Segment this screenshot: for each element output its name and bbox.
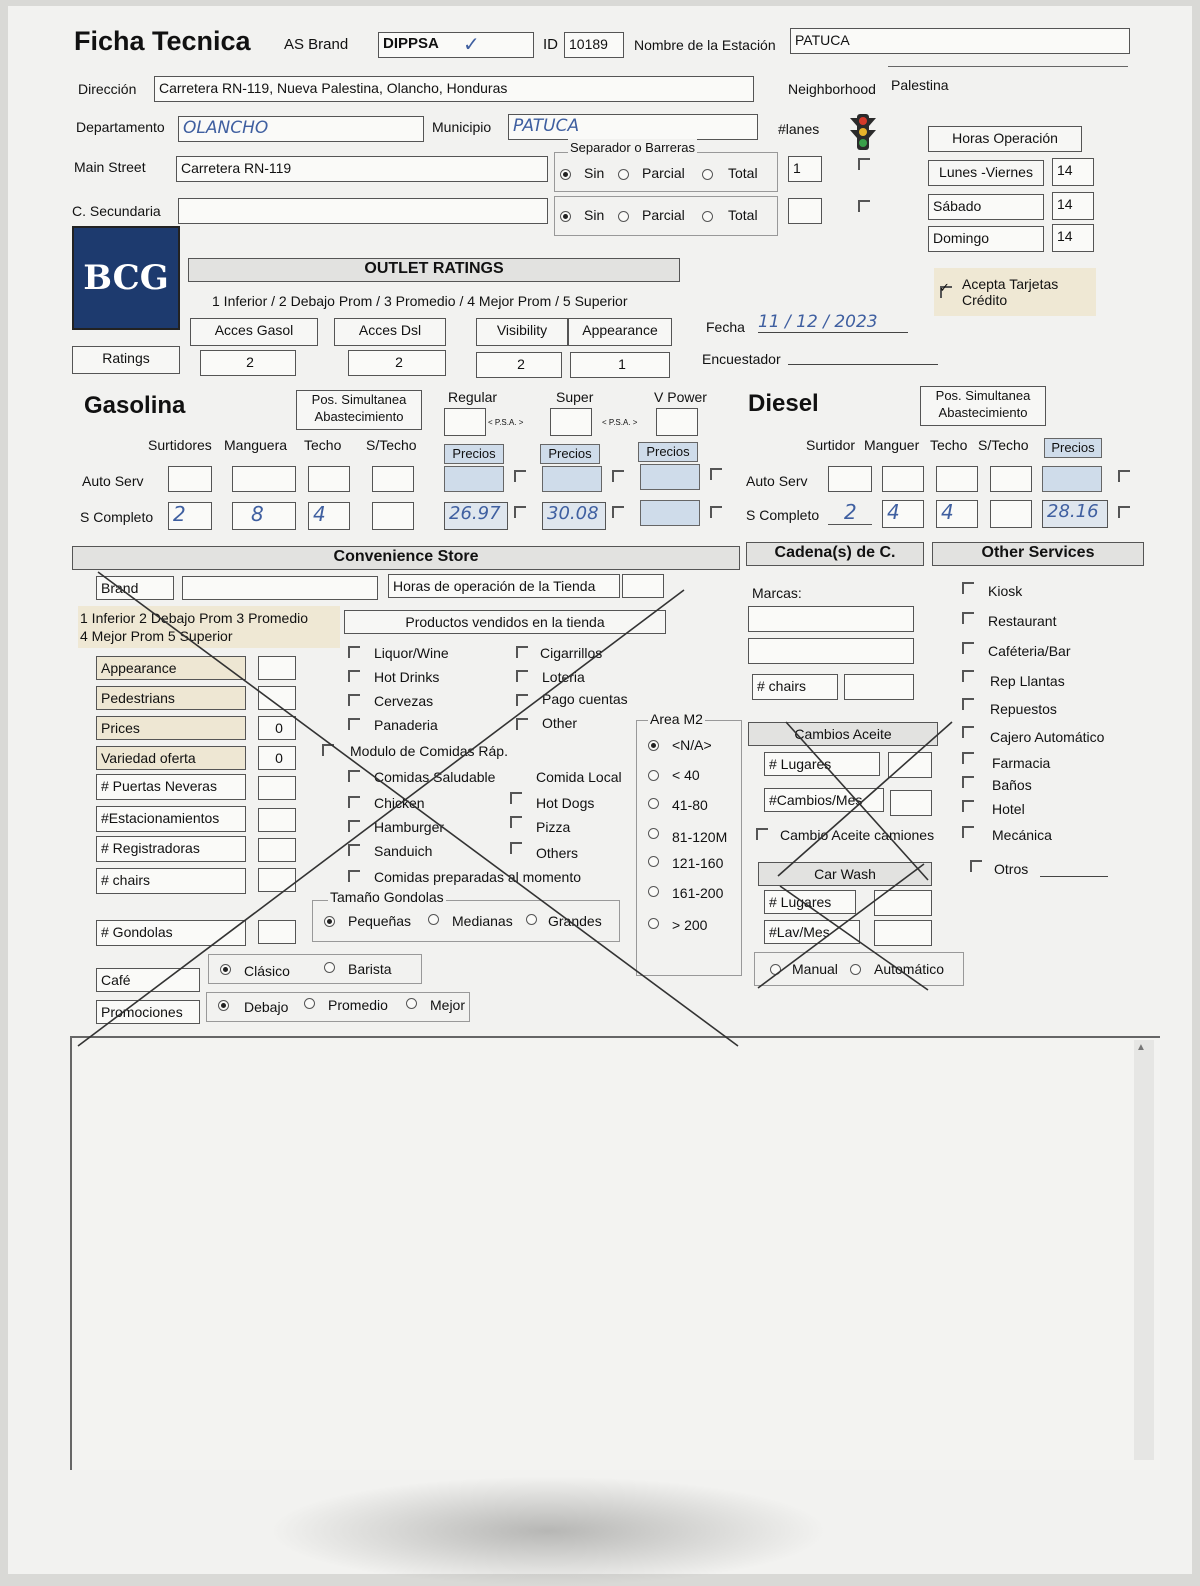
gas-sc-precio-vpower[interactable] xyxy=(640,500,700,526)
other-product-checkbox[interactable] xyxy=(516,718,528,730)
diesel-s-completo-label: S Completo xyxy=(746,507,820,523)
ca-cambios-mes-field[interactable] xyxy=(890,790,932,816)
total-label-sec: Total xyxy=(728,207,758,223)
sabado-label: Sábado xyxy=(928,194,1044,220)
medianas-label: Medianas xyxy=(452,913,513,929)
regular-label: Regular xyxy=(448,389,498,405)
restaurant-label: Restaurant xyxy=(988,613,1057,629)
sin-radio-main[interactable] xyxy=(560,169,571,180)
area-radio-3[interactable] xyxy=(648,828,659,839)
cs-prices-label: Prices xyxy=(96,716,246,740)
cs-gondolas-field[interactable] xyxy=(258,920,296,944)
cs-brand-label: Brand xyxy=(96,576,174,600)
automatico-label: Automático xyxy=(874,961,945,977)
ca-lugares-field[interactable] xyxy=(888,752,932,778)
marcas-field-2[interactable] xyxy=(748,638,914,664)
neighborhood-label: Neighborhood xyxy=(788,81,876,97)
liquor-label: Liquor/Wine xyxy=(374,645,449,661)
cs-estacionamientos-label: #Estacionamientos xyxy=(96,806,246,832)
area-radio-0[interactable] xyxy=(648,740,659,751)
form-sheet xyxy=(8,6,1192,1574)
visibility-label: Visibility xyxy=(476,318,568,346)
c-secundaria-field[interactable] xyxy=(178,198,548,224)
mecanica-label: Mecánica xyxy=(992,827,1052,843)
departamento-label: Departamento xyxy=(76,119,165,135)
diesel-sc-manguer[interactable]: 4 xyxy=(882,500,924,528)
banos-checkbox[interactable] xyxy=(962,776,974,788)
diesel-as-stecho[interactable] xyxy=(990,466,1032,492)
farmacia-checkbox[interactable] xyxy=(962,752,974,764)
modulo-label: Modulo de Comidas Ráp. xyxy=(350,743,508,759)
area-radio-5[interactable] xyxy=(648,886,659,897)
domingo-field[interactable]: 14 xyxy=(1052,224,1094,252)
medianas-radio[interactable] xyxy=(428,914,439,925)
diesel-as-surtidor[interactable] xyxy=(828,466,872,492)
gas-sc-manguera[interactable]: 8 xyxy=(232,502,296,530)
gas-sc-precio-regular[interactable]: 26.97 xyxy=(444,502,508,530)
acces-dsl-value[interactable]: 2 xyxy=(348,350,446,376)
kiosk-checkbox[interactable] xyxy=(962,582,974,594)
cambio-camiones-checkbox[interactable] xyxy=(756,828,768,840)
hot-drinks-checkbox[interactable] xyxy=(348,670,360,682)
diesel-col-surtidor: Surtidor xyxy=(806,437,856,453)
cadena-chairs-field[interactable] xyxy=(844,674,914,700)
other-product-label: Other xyxy=(542,715,578,731)
area-option-1: < 40 xyxy=(672,767,700,783)
barista-radio[interactable] xyxy=(324,962,335,973)
col-manguera: Manguera xyxy=(224,437,288,453)
sin-label-sec: Sin xyxy=(584,207,605,223)
gas-sc-precio-super[interactable]: 30.08 xyxy=(542,502,606,530)
marcas-field-1[interactable] xyxy=(748,606,914,632)
total-label-main: Total xyxy=(728,165,758,181)
cs-chairs-label: # chairs xyxy=(96,868,246,894)
area-option-5: 161-200 xyxy=(672,885,724,901)
super-label: Super xyxy=(556,389,594,405)
gas-as-precio-super[interactable] xyxy=(542,466,602,492)
appearance-value[interactable]: 1 xyxy=(570,352,670,378)
cigarrillos-checkbox[interactable] xyxy=(516,646,528,658)
others-food-checkbox[interactable] xyxy=(510,842,522,854)
lav-mes-field[interactable] xyxy=(874,920,932,946)
restaurant-checkbox[interactable] xyxy=(962,612,974,624)
cs-horas-label: Horas de operación de la Tienda xyxy=(388,574,620,598)
vpower-label: V Power xyxy=(654,389,707,405)
comidas-saludable-label: Comidas Saludable xyxy=(374,769,496,785)
encuestador-label: Encuestador xyxy=(702,351,781,367)
promociones-label: Promociones xyxy=(96,1000,200,1024)
gas-as-stecho[interactable] xyxy=(372,466,414,492)
ca-cambios-mes-label: #Cambios/Mes xyxy=(764,788,884,812)
promedio-radio[interactable] xyxy=(304,998,315,1009)
clasico-label: Clásico xyxy=(244,963,290,979)
area-radio-6[interactable] xyxy=(648,918,659,929)
hot-dogs-checkbox[interactable] xyxy=(510,792,522,804)
convenience-store-title: Convenience Store xyxy=(72,546,740,570)
hot-drinks-label: Hot Drinks xyxy=(374,669,440,685)
gas-sc-check-regular[interactable] xyxy=(514,506,526,518)
cs-scale-line1: 1 Inferior 2 Debajo Prom 3 Promedio xyxy=(80,610,308,626)
lav-mes-label: #Lav/Mes xyxy=(764,920,860,944)
cadena-title: Cadena(s) de C. xyxy=(746,542,924,566)
vpower-pos-field[interactable] xyxy=(656,408,698,436)
cs-registradoras-field[interactable] xyxy=(258,838,296,862)
diesel-sc-stecho[interactable] xyxy=(990,500,1032,528)
scroll-up-icon[interactable]: ▲ xyxy=(1136,1042,1146,1053)
cajero-label: Cajero Automático xyxy=(990,729,1105,745)
super-pos-field[interactable] xyxy=(550,408,592,436)
lanes-sec-field[interactable] xyxy=(788,198,822,224)
productos-label: Productos vendidos en la tienda xyxy=(344,610,666,634)
farmacia-label: Farmacia xyxy=(992,755,1051,771)
lanes-sec-checkbox[interactable] xyxy=(858,200,870,212)
precios-super-label: Precios xyxy=(540,444,600,464)
cajero-checkbox[interactable] xyxy=(962,726,974,738)
acepta-tarjetas-label: Acepta Tarjetas Crédito xyxy=(962,276,1059,308)
comida-local-label: Comida Local xyxy=(536,769,622,785)
gas-sc-check-super[interactable] xyxy=(612,506,624,518)
cs-variedad-label: Variedad oferta xyxy=(96,746,246,770)
area-radio-2[interactable] xyxy=(648,798,659,809)
main-street-field[interactable]: Carretera RN-119 xyxy=(176,156,548,182)
gas-as-techo[interactable] xyxy=(308,466,350,492)
rep-llantas-label: Rep Llantas xyxy=(990,673,1065,689)
hot-dogs-label: Hot Dogs xyxy=(536,795,595,811)
gas-auto-serv-label: Auto Serv xyxy=(82,473,144,489)
diesel-sc-precio[interactable]: 28.16 xyxy=(1042,500,1108,528)
cs-pedestrians-field[interactable] xyxy=(258,686,296,710)
panaderia-label: Panaderia xyxy=(374,717,438,733)
municipio-label: Municipio xyxy=(432,119,492,135)
cigarrillos-label: Cigarrillos xyxy=(540,645,603,661)
acces-dsl-label: Acces Dsl xyxy=(334,318,446,346)
appearance-label: Appearance xyxy=(568,318,672,346)
manual-label: Manual xyxy=(792,961,838,977)
diesel-as-check[interactable] xyxy=(1118,470,1130,482)
area-title: Area M2 xyxy=(650,711,703,727)
comments-box[interactable] xyxy=(70,1036,1160,1470)
fecha-value[interactable]: 11 / 12 / 2023 xyxy=(758,312,908,333)
cs-puertas-field[interactable] xyxy=(258,776,296,800)
outlet-ratings-scale: 1 Inferior / 2 Debajo Prom / 3 Promedio / 4 Mejor Prom / 5 Superior xyxy=(212,293,628,309)
traffic-light-icon xyxy=(850,112,876,152)
total-radio-main[interactable] xyxy=(702,169,713,180)
fecha-label: Fecha xyxy=(706,319,745,335)
check-icon: ✓ xyxy=(939,280,950,295)
cs-registradoras-label: # Registradoras xyxy=(96,836,246,862)
diesel-as-precio[interactable] xyxy=(1042,466,1102,492)
col-techo: Techo xyxy=(304,437,342,453)
other-services-title: Other Services xyxy=(932,542,1144,566)
comidas-preparadas-label: Comidas preparadas al momento xyxy=(374,869,581,885)
main-street-label: Main Street xyxy=(74,159,146,175)
cafe-label: Café xyxy=(96,968,200,992)
check-mark: ✓ xyxy=(463,32,480,56)
comidas-saludable-checkbox[interactable] xyxy=(348,770,360,782)
hotel-label: Hotel xyxy=(992,801,1025,817)
neighborhood-value[interactable]: Palestina xyxy=(891,77,949,93)
lanes-label: #lanes xyxy=(778,121,820,137)
as-brand-field[interactable]: DIPPSA xyxy=(378,32,534,58)
sanduich-checkbox[interactable] xyxy=(348,844,360,856)
chicken-checkbox[interactable] xyxy=(348,796,360,808)
bottom-shadow xyxy=(268,1476,828,1586)
gas-as-check-super[interactable] xyxy=(612,470,624,482)
gas-as-check-vpower[interactable] xyxy=(710,468,722,480)
neighborhood-line xyxy=(888,66,1128,67)
encuestador-line xyxy=(788,364,938,365)
diesel-sc-techo[interactable]: 4 xyxy=(936,500,978,528)
lanes-main-field[interactable]: 1 xyxy=(788,156,822,182)
cs-scale-line2: 4 Mejor Prom 5 Superior xyxy=(80,628,233,644)
manual-radio[interactable] xyxy=(770,964,781,975)
diesel-sc-surtidor[interactable]: 2 xyxy=(844,500,857,524)
otros-label: Otros xyxy=(994,861,1029,877)
loteria-checkbox[interactable] xyxy=(516,670,528,682)
diesel-sc-check[interactable] xyxy=(1118,506,1130,518)
area-option-4: 121-160 xyxy=(672,855,724,871)
scrollbar[interactable] xyxy=(1134,1040,1154,1460)
gas-as-precio-regular[interactable] xyxy=(444,466,504,492)
marcas-label: Marcas: xyxy=(752,585,802,601)
grandes-label: Grandes xyxy=(548,913,602,929)
precios-vpower-label: Precios xyxy=(638,442,698,462)
parcial-radio-main[interactable] xyxy=(618,169,629,180)
gas-as-precio-vpower[interactable] xyxy=(640,464,700,490)
station-name-field[interactable]: PATUCA xyxy=(790,28,1130,54)
pizza-label: Pizza xyxy=(536,819,571,835)
direccion-field[interactable]: Carretera RN-119, Nueva Palestina, Olancho, Honduras xyxy=(154,76,754,102)
grandes-radio[interactable] xyxy=(526,914,537,925)
sin-label-main: Sin xyxy=(584,165,605,181)
outlet-ratings-title: OUTLET RATINGS xyxy=(188,258,680,282)
cs-horas-field[interactable] xyxy=(622,574,664,598)
cs-variedad-field[interactable]: 0 xyxy=(258,746,296,770)
mejor-radio[interactable] xyxy=(406,998,417,1009)
diesel-auto-serv-label: Auto Serv xyxy=(746,473,808,489)
area-option-6: > 200 xyxy=(672,917,708,933)
direccion-label: Dirección xyxy=(78,81,137,97)
regular-pos-field[interactable] xyxy=(444,408,486,436)
pequenas-label: Pequeñas xyxy=(348,913,412,929)
hamburger-checkbox[interactable] xyxy=(348,820,360,832)
visibility-value[interactable]: 2 xyxy=(476,352,562,378)
cadena-chairs-label: # chairs xyxy=(752,674,838,700)
area-radio-4[interactable] xyxy=(648,856,659,867)
c-secundaria-label: C. Secundaria xyxy=(72,203,161,219)
departamento-field[interactable]: OLANCHO xyxy=(178,116,424,142)
promedio-label: Promedio xyxy=(328,997,388,1013)
hotel-checkbox[interactable] xyxy=(962,800,974,812)
area-radio-1[interactable] xyxy=(648,770,659,781)
form-title: Ficha Tecnica xyxy=(74,26,251,56)
automatico-radio[interactable] xyxy=(850,964,861,975)
id-field[interactable]: 10189 xyxy=(564,32,624,58)
panaderia-checkbox[interactable] xyxy=(348,718,360,730)
gas-sc-check-vpower[interactable] xyxy=(710,506,722,518)
id-label: ID xyxy=(543,36,558,53)
diesel-precios-label: Precios xyxy=(1044,438,1102,458)
ratings-label: Ratings xyxy=(72,346,180,374)
diesel-col-manguer: Manguer xyxy=(864,437,920,453)
psa-label-1: < P.S.A. > xyxy=(488,418,524,427)
cs-prices-field[interactable]: 0 xyxy=(258,716,296,740)
acces-gasol-value[interactable]: 2 xyxy=(200,350,296,376)
mecanica-checkbox[interactable] xyxy=(962,826,974,838)
sabado-field[interactable]: 14 xyxy=(1052,192,1094,220)
col-surtidores: Surtidores xyxy=(148,437,212,453)
horas-operacion-title: Horas Operación xyxy=(928,126,1082,152)
domingo-label: Domingo xyxy=(928,226,1044,252)
debajo-label: Debajo xyxy=(244,999,289,1015)
cs-gondolas-label: # Gondolas xyxy=(96,920,246,946)
sin-radio-sec[interactable] xyxy=(560,211,571,222)
cs-puertas-label: # Puertas Neveras xyxy=(96,774,246,800)
diesel-as-techo[interactable] xyxy=(936,466,978,492)
pago-cuentas-label: Pago cuentas xyxy=(542,691,628,707)
lunes-viernes-label: Lunes -Viernes xyxy=(928,160,1044,186)
diesel-col-techo: Techo xyxy=(930,437,968,453)
chicken-label: Chicken xyxy=(374,795,425,811)
gas-as-manguera[interactable] xyxy=(232,466,296,492)
cervezas-label: Cervezas xyxy=(374,693,434,709)
modulo-checkbox[interactable] xyxy=(322,744,334,756)
kiosk-label: Kiosk xyxy=(988,583,1023,599)
others-food-label: Others xyxy=(536,845,579,861)
as-brand-label: AS Brand xyxy=(284,36,349,53)
cs-brand-field[interactable] xyxy=(182,576,378,600)
comidas-preparadas-checkbox[interactable] xyxy=(348,870,360,882)
gasolina-title: Gasolina xyxy=(84,392,186,419)
gas-sc-surtidores[interactable]: 2 xyxy=(168,502,212,530)
repuestos-label: Repuestos xyxy=(990,701,1057,717)
lanes-main-checkbox[interactable] xyxy=(858,158,870,170)
logo-text: BCG xyxy=(83,258,169,298)
clasico-radio[interactable] xyxy=(220,964,231,975)
car-wash-title: Car Wash xyxy=(758,862,932,886)
acces-gasol-label: Acces Gasol xyxy=(190,318,318,346)
diesel-col-stecho: S/Techo xyxy=(978,437,1029,453)
otros-line xyxy=(1040,876,1108,877)
area-option-2: 41-80 xyxy=(672,797,708,813)
diesel-title: Diesel xyxy=(748,390,819,417)
station-name-label: Nombre de la Estación xyxy=(634,37,776,53)
pago-cuentas-checkbox[interactable] xyxy=(516,694,528,706)
otros-checkbox[interactable] xyxy=(970,860,982,872)
separador-label: Separador o Barreras xyxy=(570,140,696,155)
gas-sc-techo[interactable]: 4 xyxy=(308,502,350,530)
total-radio-sec[interactable] xyxy=(702,211,713,222)
diesel-sc-surtidor-line xyxy=(828,524,872,525)
cs-chairs-field[interactable] xyxy=(258,868,296,892)
parcial-radio-sec[interactable] xyxy=(618,211,629,222)
gas-pos-simultanea: Pos. Simultanea Abastecimiento xyxy=(296,390,422,430)
bcg-logo xyxy=(72,226,180,330)
cafeteria-checkbox[interactable] xyxy=(962,642,974,654)
repuestos-checkbox[interactable] xyxy=(962,698,974,710)
gas-s-completo-label: S Completo xyxy=(80,509,154,525)
tamano-label: Tamaño Gondolas xyxy=(330,889,444,905)
parcial-label-sec: Parcial xyxy=(642,207,685,223)
cs-estacionamientos-field[interactable] xyxy=(258,808,296,832)
col-stecho: S/Techo xyxy=(366,437,417,453)
precios-regular-label: Precios xyxy=(444,444,504,464)
sanduich-label: Sanduich xyxy=(374,843,433,859)
psa-label-2: < P.S.A. > xyxy=(602,418,638,427)
gas-as-check-regular[interactable] xyxy=(514,470,526,482)
cw-lugares-label: # Lugares xyxy=(764,890,856,914)
pequenas-radio[interactable] xyxy=(324,916,335,927)
cs-pedestrians-label: Pedestrians xyxy=(96,686,246,710)
gas-as-surtidores[interactable] xyxy=(168,466,212,492)
loteria-label: Loteria xyxy=(542,669,585,685)
cw-lugares-field[interactable] xyxy=(874,890,932,916)
rep-llantas-checkbox[interactable] xyxy=(962,670,974,682)
gas-sc-stecho[interactable] xyxy=(372,502,414,530)
cambios-aceite-title: Cambios Aceite xyxy=(748,722,938,746)
liquor-checkbox[interactable] xyxy=(348,646,360,658)
debajo-radio[interactable] xyxy=(218,1000,229,1011)
cs-appearance-field[interactable] xyxy=(258,656,296,680)
mejor-label: Mejor xyxy=(430,997,466,1013)
area-option-0: <N/A> xyxy=(672,737,712,753)
lunes-viernes-field[interactable]: 14 xyxy=(1052,158,1094,186)
cs-appearance-label: Appearance xyxy=(96,656,246,680)
barista-label: Barista xyxy=(348,961,392,977)
cafeteria-label: Caféteria/Bar xyxy=(988,643,1071,659)
diesel-pos-simultanea: Pos. Simultanea Abastecimiento xyxy=(920,386,1046,426)
cervezas-checkbox[interactable] xyxy=(348,694,360,706)
diesel-as-manguer[interactable] xyxy=(882,466,924,492)
municipio-field[interactable]: PATUCA xyxy=(508,114,758,140)
area-group xyxy=(636,720,742,976)
ca-lugares-label: # Lugares xyxy=(764,752,880,776)
area-option-3: 81-120M xyxy=(672,829,728,845)
parcial-label-main: Parcial xyxy=(642,165,685,181)
cambio-camiones-label: Cambio Aceite camiones xyxy=(780,827,935,843)
hamburger-label: Hamburger xyxy=(374,819,445,835)
pizza-checkbox[interactable] xyxy=(510,816,522,828)
banos-label: Baños xyxy=(992,777,1032,793)
